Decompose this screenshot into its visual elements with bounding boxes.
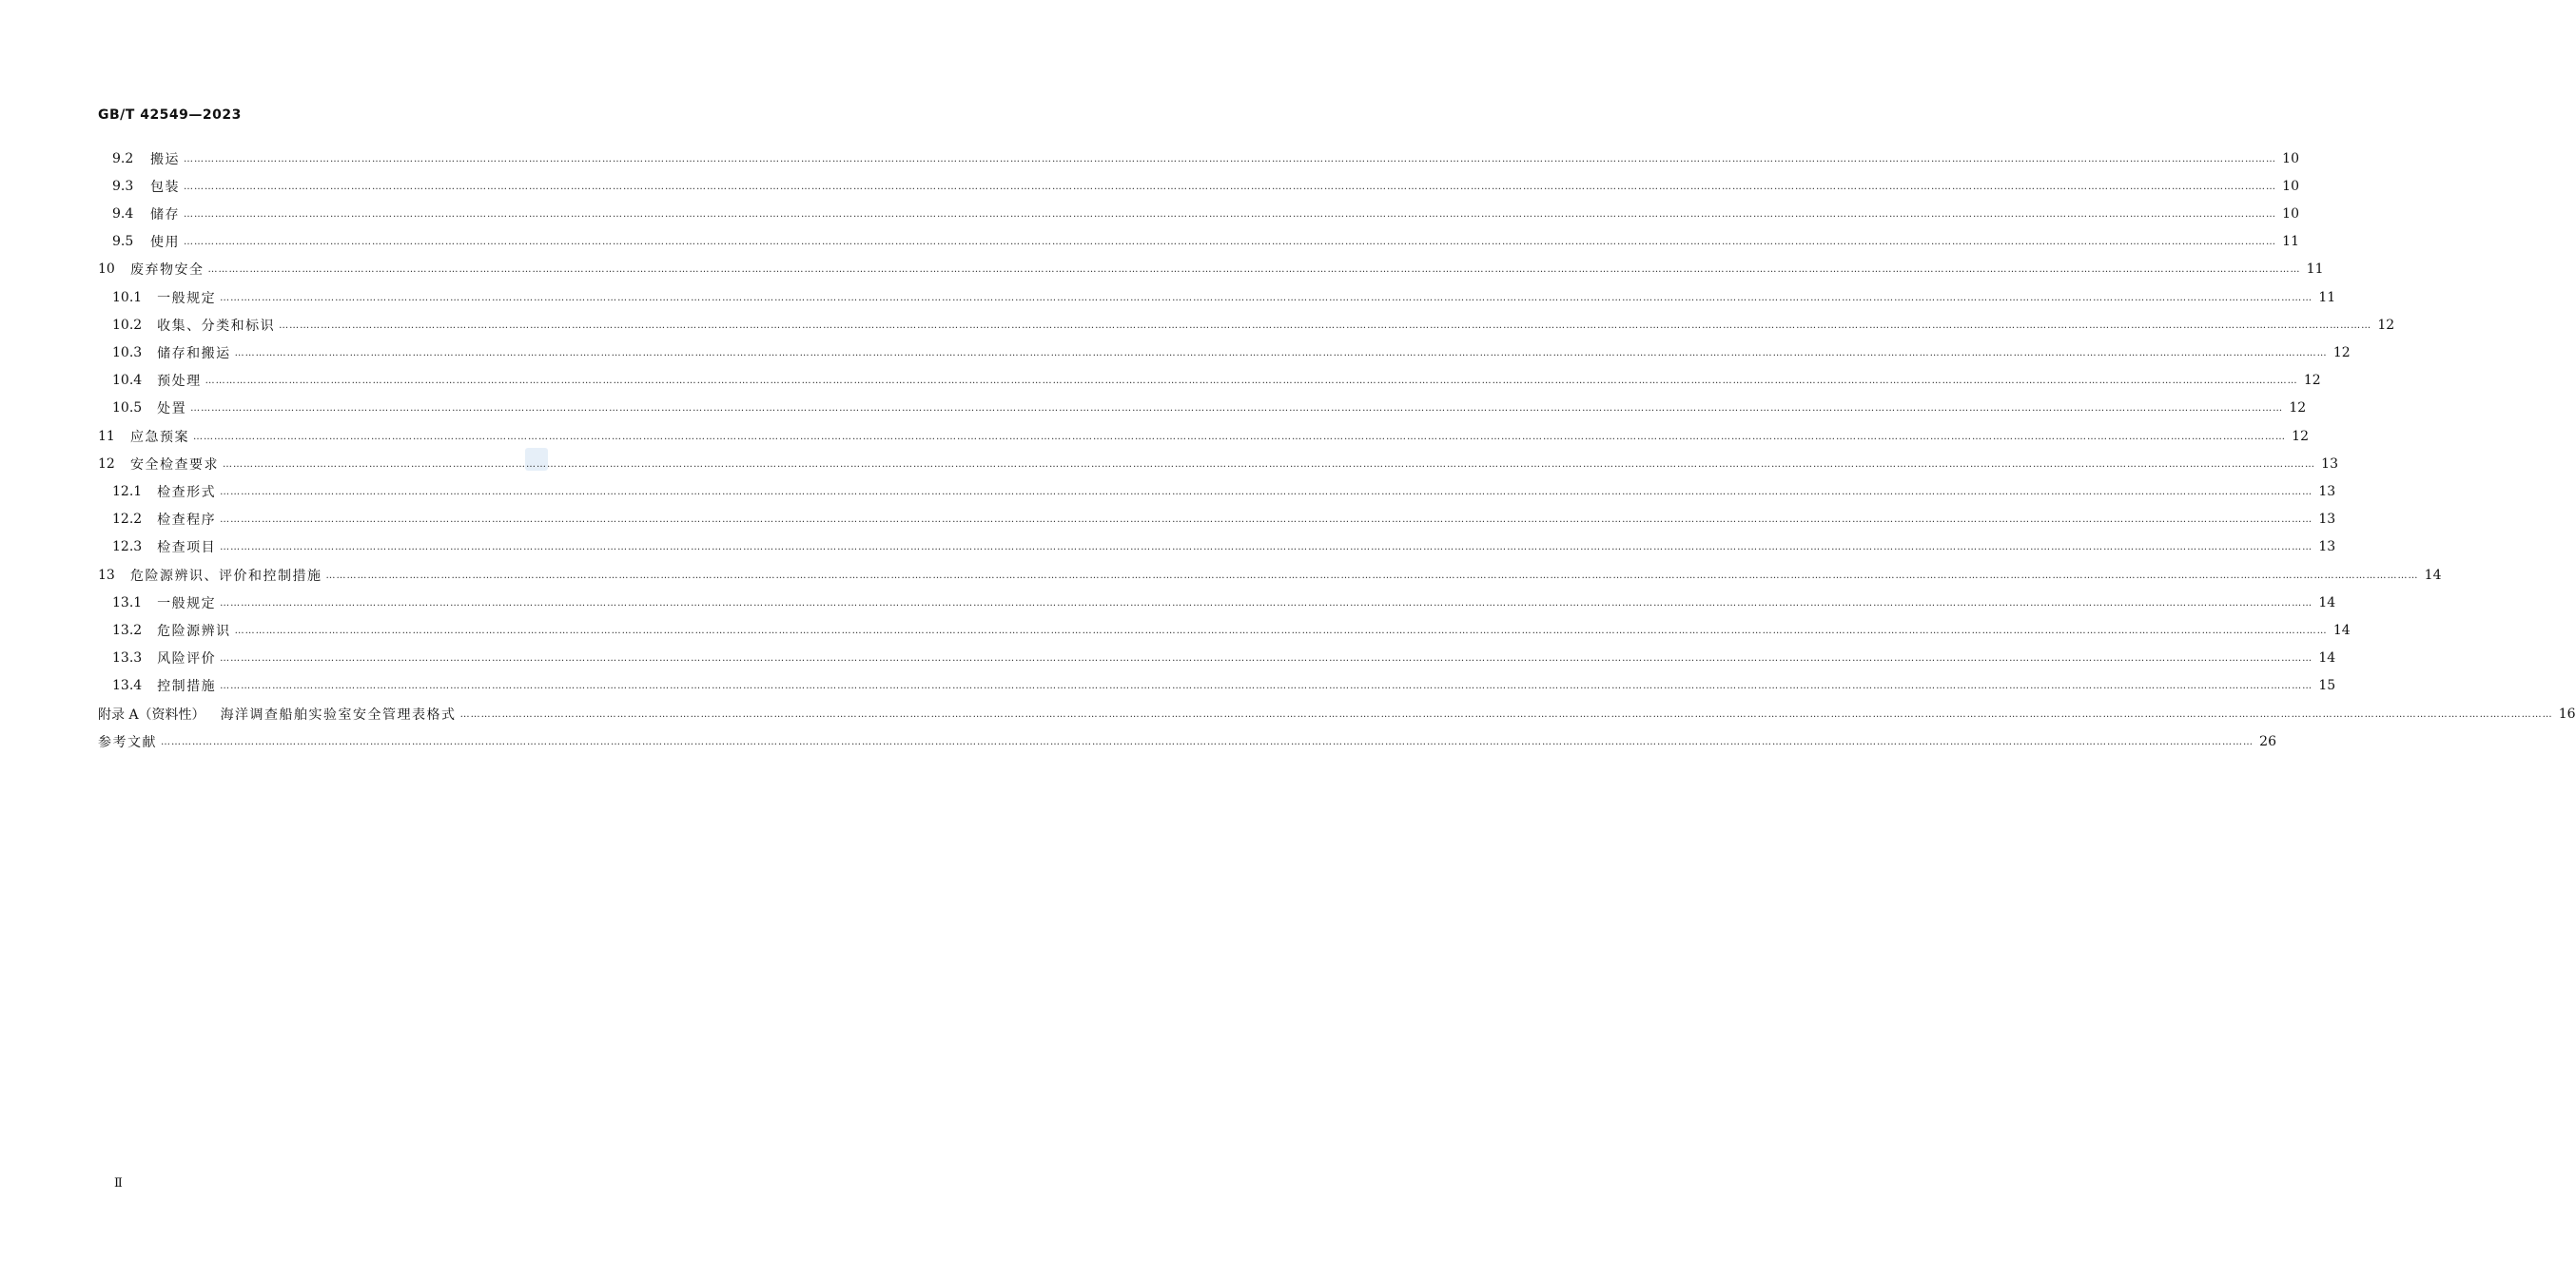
toc-dot-leader: …………………………………………………………………………………………………………………………………………………………………………………………………………………………………………………………………………………………………………………………………………………………………………………………………………………………………………………………………………………………………………………………………………………… xyxy=(220,292,2313,303)
toc-entry-title: 参考文献 xyxy=(98,734,157,750)
toc-entry-title: 危险源辨识 xyxy=(157,623,231,639)
toc-entry-number: 12 xyxy=(98,455,115,472)
toc-dot-leader: …………………………………………………………………………………………………………………………………………………………………………………………………………………………………………………………………………………………………………………………………………………………………………………………………………………………………………………………………………………………………………………………………………………… xyxy=(161,736,2254,747)
toc-dot-leader: …………………………………………………………………………………………………………………………………………………………………………………………………………………………………………………………………………………………………………………………………………………………………………………………………………………………………………………………………………………………………………………………………………………… xyxy=(220,681,2313,692)
toc-entry-title: 应急预案 xyxy=(130,429,189,445)
toc-entry-page: 10 xyxy=(2282,178,2299,194)
toc-entry[interactable] xyxy=(112,283,2336,311)
toc-entry-page: 11 xyxy=(2282,234,2299,250)
toc-entry[interactable] xyxy=(98,700,2576,727)
toc-entry[interactable] xyxy=(98,450,2338,477)
toc-entry[interactable] xyxy=(112,506,2336,533)
toc-entry-number: 13.3 xyxy=(112,650,143,667)
toc-entry-title: 一般规定 xyxy=(157,595,217,611)
toc-entry-title: 检查形式 xyxy=(157,484,217,500)
toc-dot-leader: …………………………………………………………………………………………………………………………………………………………………………………………………………………………………………………………………………………………………………………………………………………………………………………………………………………………………………………………………………………………………………………………………………………… xyxy=(207,264,2301,276)
toc-entry-page: 14 xyxy=(2318,594,2336,610)
toc-entry-title: 风险评价 xyxy=(157,651,217,668)
toc-entry-page: 10 xyxy=(2282,205,2299,222)
toc-entry[interactable] xyxy=(98,561,2442,589)
toc-entry-page: 13 xyxy=(2318,483,2336,499)
toc-entry-page: 12 xyxy=(2292,428,2309,444)
toc-entry-title: 储存和搬运 xyxy=(157,345,231,361)
toc-dot-leader: …………………………………………………………………………………………………………………………………………………………………………………………………………………………………………………………………………………………………………………………………………………………………………………………………………………………………………………………………………………………………………………………………………………… xyxy=(184,208,2276,220)
toc-entry[interactable] xyxy=(98,727,2276,755)
toc-dot-leader: …………………………………………………………………………………………………………………………………………………………………………………………………………………………………………………………………………………………………………………………………………………………………………………………………………………………………………………………………………………………………………………………………………………… xyxy=(279,320,2372,331)
toc-entry-page: 14 xyxy=(2318,650,2336,667)
toc-entry-number: 10.2 xyxy=(112,317,143,333)
toc-entry-page: 14 xyxy=(2424,567,2442,583)
toc-entry-page: 12 xyxy=(2377,317,2395,333)
toc-entry-page: 12 xyxy=(2332,344,2351,360)
toc-entry-page: 11 xyxy=(2306,261,2324,278)
toc-entry-page: 10 xyxy=(2282,150,2299,166)
toc-entry-number: 10.4 xyxy=(112,373,143,389)
toc-entry-number: 12.1 xyxy=(112,483,143,499)
toc-dot-leader: …………………………………………………………………………………………………………………………………………………………………………………………………………………………………………………………………………………………………………………………………………………………………………………………………………………………………………………………………………………………………………………………………………………… xyxy=(223,458,2315,470)
toc-entry[interactable] xyxy=(112,172,2299,200)
toc-entry-title: 搬运 xyxy=(150,151,180,167)
toc-entry-title: 包装 xyxy=(150,179,180,195)
toc-entry[interactable] xyxy=(98,256,2324,283)
toc-entry-page: 12 xyxy=(2303,373,2321,389)
toc-entry-title: 安全检查要求 xyxy=(130,456,219,473)
toc-entry-page: 13 xyxy=(2321,455,2338,472)
toc-entry[interactable] xyxy=(112,672,2336,700)
toc-dot-leader: …………………………………………………………………………………………………………………………………………………………………………………………………………………………………………………………………………………………………………………………………………………………………………………………………………………………………………………………………………………………………………………………………………………… xyxy=(184,153,2276,165)
toc-entry-title: 使用 xyxy=(150,235,180,251)
toc-entry-number: 13 xyxy=(98,567,115,583)
toc-entry-page: 16 xyxy=(2558,706,2576,722)
toc-entry[interactable] xyxy=(98,422,2309,450)
toc-entry-number: 12.3 xyxy=(112,539,143,555)
toc-entry-title: 储存 xyxy=(150,206,180,223)
toc-entry[interactable] xyxy=(112,228,2299,256)
toc-entry-title: 一般规定 xyxy=(157,290,217,306)
toc-entry-page: 15 xyxy=(2318,678,2336,694)
toc-entry-page: 13 xyxy=(2318,512,2336,528)
toc-entry-page: 13 xyxy=(2318,539,2336,555)
toc-entry-page: 14 xyxy=(2332,622,2351,638)
toc-entry-number: 附录 A（资料性） xyxy=(98,707,205,723)
toc-dot-leader: …………………………………………………………………………………………………………………………………………………………………………………………………………………………………………………………………………………………………………………………………………………………………………………………………………………………………………………………………………………………………………………………………………………… xyxy=(205,376,2298,387)
toc-entry-title: 检查项目 xyxy=(157,540,217,556)
toc-entry-page: 26 xyxy=(2259,733,2276,749)
toc-entry-number: 9.3 xyxy=(112,178,134,194)
toc-entry-number: 10 xyxy=(98,261,115,278)
toc-entry-title: 危险源辨识、评价和控制措施 xyxy=(130,568,322,584)
toc-entry-number: 13.4 xyxy=(112,678,143,694)
toc-entry[interactable] xyxy=(112,339,2351,366)
toc-dot-leader: …………………………………………………………………………………………………………………………………………………………………………………………………………………………………………………………………………………………………………………………………………………………………………………………………………………………………………………………………………………………………………………………………………………… xyxy=(184,181,2276,192)
toc-entry-title: 控制措施 xyxy=(157,679,217,695)
toc-dot-leader: …………………………………………………………………………………………………………………………………………………………………………………………………………………………………………………………………………………………………………………………………………………………………………………………………………………………………………………………………………………………………………………………………………………… xyxy=(220,653,2313,665)
toc-entry-title: 海洋调查船舶实验室安全管理表格式 xyxy=(220,707,457,723)
toc-entry[interactable] xyxy=(112,477,2336,505)
toc-entry-title: 处置 xyxy=(157,401,187,417)
toc-entry[interactable] xyxy=(112,145,2299,172)
toc-dot-leader: …………………………………………………………………………………………………………………………………………………………………………………………………………………………………………………………………………………………………………………………………………………………………………………………………………………………………………………………………………………………………………………………………………………… xyxy=(234,347,2328,358)
toc-entry[interactable] xyxy=(112,311,2395,339)
toc-entry-number: 13.2 xyxy=(112,622,143,638)
toc-dot-leader: …………………………………………………………………………………………………………………………………………………………………………………………………………………………………………………………………………………………………………………………………………………………………………………………………………………………………………………………………………………………………………………………………………………… xyxy=(184,237,2276,248)
toc-entry-number: 10.3 xyxy=(112,344,143,360)
toc-entry-number: 12.2 xyxy=(112,512,143,528)
toc-entry-title: 检查程序 xyxy=(157,513,217,529)
toc-entry[interactable] xyxy=(112,589,2336,616)
toc-dot-leader: …………………………………………………………………………………………………………………………………………………………………………………………………………………………………………………………………………………………………………………………………………………………………………………………………………………………………………………………………………………………………………………………………………………… xyxy=(234,625,2328,636)
toc-entry-number: 10.5 xyxy=(112,400,143,416)
toc-dot-leader: …………………………………………………………………………………………………………………………………………………………………………………………………………………………………………………………………………………………………………………………………………………………………………………………………………………………………………………………………………………………………………………………………………………… xyxy=(193,431,2286,442)
toc-entry[interactable] xyxy=(112,200,2299,227)
toc-dot-leader: …………………………………………………………………………………………………………………………………………………………………………………………………………………………………………………………………………………………………………………………………………………………………………………………………………………………………………………………………………………………………………………………………………………… xyxy=(220,542,2313,553)
toc-entry-number: 11 xyxy=(98,428,115,444)
toc-entry-page: 11 xyxy=(2318,289,2336,305)
toc-entry-number: 13.1 xyxy=(112,594,143,610)
toc-entry-number: 9.5 xyxy=(112,234,134,250)
toc-entry-title: 预处理 xyxy=(157,374,202,390)
toc-dot-leader: …………………………………………………………………………………………………………………………………………………………………………………………………………………………………………………………………………………………………………………………………………………………………………………………………………………………………………………………………………………………………………………………………………………… xyxy=(220,486,2313,497)
toc-dot-leader: …………………………………………………………………………………………………………………………………………………………………………………………………………………………………………………………………………………………………………………………………………………………………………………………………………………………………………………………………………………………………………………………………………………… xyxy=(220,597,2313,609)
toc-entry-number: 9.4 xyxy=(112,205,134,222)
toc-entry[interactable] xyxy=(112,645,2336,672)
toc-entry-title: 废弃物安全 xyxy=(130,262,205,279)
toc-entry[interactable] xyxy=(112,367,2321,395)
toc-dot-leader: …………………………………………………………………………………………………………………………………………………………………………………………………………………………………………………………………………………………………………………………………………………………………………………………………………………………………………………………………………………………………………………………………………………… xyxy=(459,708,2553,720)
toc-dot-leader: …………………………………………………………………………………………………………………………………………………………………………………………………………………………………………………………………………………………………………………………………………………………………………………………………………………………………………………………………………………………………………………………………………………… xyxy=(325,570,2419,581)
toc-entry[interactable] xyxy=(112,533,2336,561)
toc-entry-page: 12 xyxy=(2289,400,2307,416)
toc-dot-leader: …………………………………………………………………………………………………………………………………………………………………………………………………………………………………………………………………………………………………………………………………………………………………………………………………………………………………………………………………………………………………………………………………………………… xyxy=(220,514,2313,526)
toc-entry[interactable] xyxy=(112,395,2307,422)
toc-entry-number: 9.2 xyxy=(112,150,134,166)
toc-entry-title: 收集、分类和标识 xyxy=(157,318,276,334)
toc-entry[interactable] xyxy=(112,616,2351,644)
toc-entry-number: 10.1 xyxy=(112,289,143,305)
page-number: Ⅱ xyxy=(114,1176,123,1191)
toc-dot-leader: …………………………………………………………………………………………………………………………………………………………………………………………………………………………………………………………………………………………………………………………………………………………………………………………………………………………………………………………………………………………………………………………………………………… xyxy=(190,403,2284,415)
standard-code: GB/T 42549—2023 xyxy=(98,107,242,123)
